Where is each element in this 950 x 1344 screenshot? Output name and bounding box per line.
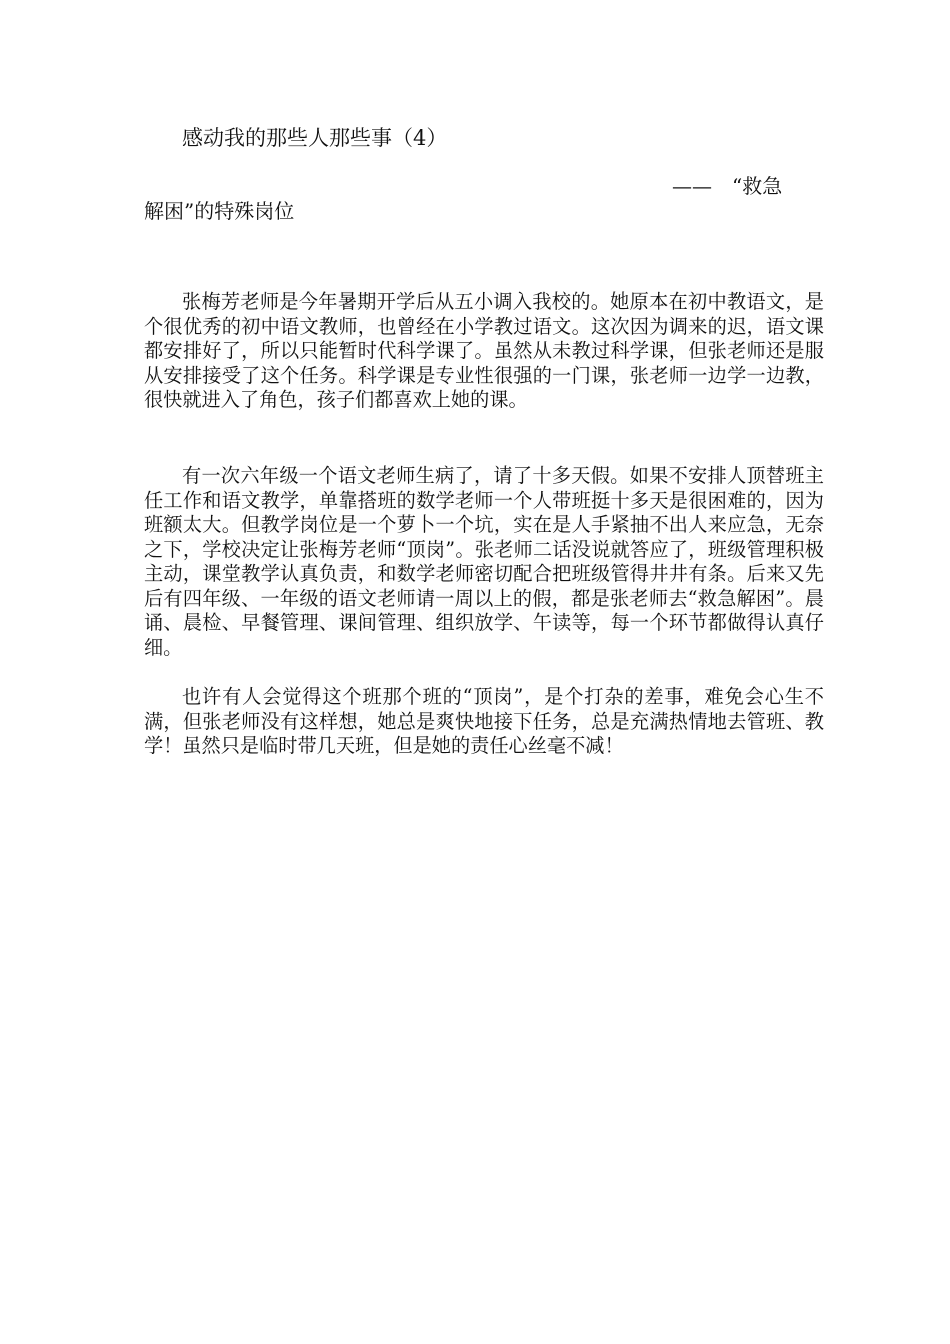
paragraph-text: 张梅芳老师是今年暑期开学后从五小调入我校的。她原本在初中教语文，是个很优秀的初中语文教师，也曾经在小学教过语文。这次因为调来的迟，语文课都安排好了，所以只能暂时代科学课了。虽然从未教过科学课，但张老师还是服从安排接受了这个任务。科学课是专业性很强的一门课，张老师一边学一边教，很快就进入了角色，孩子们都喜欢上她的课。: [144, 290, 824, 411]
paragraph-text: 有一次六年级一个语文老师生病了，请了十多天假。如果不安排人顶替班主任工作和语文教学，单靠搭班的数学老师一个人带班挺十多天是很困难的，因为班额太大。但教学岗位是一个萝卜一个坑，实在是人手紧抽不出人来应急，无奈之下，学校决定让张梅芳老师“顶岗”。张老师二话没说就答应了，班级管理积极主动，课堂教学认真负责，和数学老师密切配合把班级管得井井有条。后来又先后有四年级、一年级的语文老师请一周以上的假，都是张老师去“救急解困”。晨诵、晨检、早餐管理、课间管理、组织放学、午读等，每一个环节都做得认真仔细。: [144, 464, 824, 659]
document-title: 感动我的那些人那些事（4）: [182, 126, 448, 150]
body-paragraph-1: [144, 290, 824, 413]
body-paragraph-2: [144, 464, 824, 660]
paragraph-text: 也许有人会觉得这个班那个班的“顶岗”，是个打杂的差事，难免会心生不满，但张老师没有这样想，她总是爽快地接下任务，总是充满热情地去管班、教学！虽然只是临时带几天班，但是她的责任心丝毫不减！: [144, 685, 824, 757]
document-subtitle-start: —— “救急: [672, 174, 783, 198]
document-subtitle-end: 解困”的特殊岗位: [144, 199, 295, 223]
body-paragraph-3: [144, 685, 824, 759]
